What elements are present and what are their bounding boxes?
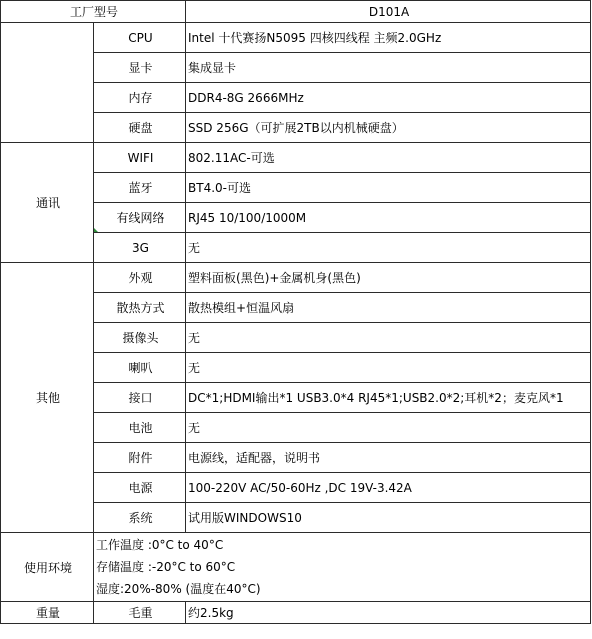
- value-bluetooth: BT4.0-可选: [186, 173, 591, 203]
- value-ports: DC*1;HDMI输出*1 USB3.0*4 RJ45*1;USB2.0*2;耳机*2；麦克风*1: [186, 383, 591, 413]
- value-battery: 无: [186, 413, 591, 443]
- item-os: 系统: [94, 503, 186, 533]
- category-env: 使用环境: [1, 533, 94, 602]
- value-accessories: 电源线，适配器，说明书: [186, 443, 591, 473]
- item-storage: 硬盘: [94, 113, 186, 143]
- item-cooling: 散热方式: [94, 293, 186, 323]
- table-row: [1, 263, 591, 293]
- category-weight: 重量: [1, 602, 94, 624]
- value-cooling: 散热模组+恒温风扇: [186, 293, 591, 323]
- table-row: [1, 533, 591, 602]
- category-basic: [1, 23, 94, 143]
- value-wifi: 802.11AC-可选: [186, 143, 591, 173]
- item-camera: 摄像头: [94, 323, 186, 353]
- item-memory: 内存: [94, 83, 186, 113]
- env-values: [94, 533, 591, 602]
- item-gpu: 显卡: [94, 53, 186, 83]
- env-line-storage: 存储温度 :-20°C to 60°C: [96, 560, 236, 574]
- value-3g: 无: [186, 233, 591, 263]
- model-value: D101A: [186, 1, 591, 23]
- category-comm: 通讯: [1, 143, 94, 263]
- item-gross-weight: 毛重: [94, 602, 186, 624]
- env-line-humidity: 湿度:20%-80% (温度在40°C): [96, 582, 261, 596]
- item-wifi: WIFI: [94, 143, 186, 173]
- value-camera: 无: [186, 323, 591, 353]
- category-other: 其他: [1, 263, 94, 533]
- item-battery: 电池: [94, 413, 186, 443]
- item-cpu: CPU: [94, 23, 186, 53]
- value-storage: SSD 256G（可扩展2TB以内机械硬盘）: [186, 113, 591, 143]
- env-line-operating: 工作温度 :0°C to 40°C: [96, 538, 224, 552]
- item-accessories: 附件: [94, 443, 186, 473]
- item-appearance: 外观: [94, 263, 186, 293]
- value-gross-weight: 约2.5kg: [186, 602, 591, 624]
- item-ports: 接口: [94, 383, 186, 413]
- value-cpu: Intel 十代赛扬N5095 四核四线程 主频2.0GHz: [186, 23, 591, 53]
- item-speaker: 喇叭: [94, 353, 186, 383]
- value-memory: DDR4-8G 2666MHz: [186, 83, 591, 113]
- value-appearance: 塑料面板(黑色)+金属机身(黑色): [186, 263, 591, 293]
- item-3g: 3G: [94, 233, 186, 263]
- table-row: [1, 143, 591, 173]
- item-power: 电源: [94, 473, 186, 503]
- value-gpu: 集成显卡: [186, 53, 591, 83]
- item-ethernet: 有线网络: [94, 203, 186, 233]
- value-ethernet: RJ45 10/100/1000M: [186, 203, 591, 233]
- value-speaker: 无: [186, 353, 591, 383]
- value-power: 100-220V AC/50-60Hz ,DC 19V-3.42A: [186, 473, 591, 503]
- model-label: 工厂型号: [1, 1, 186, 23]
- item-bluetooth: 蓝牙: [94, 173, 186, 203]
- value-os: 试用版WINDOWS10: [186, 503, 591, 533]
- header-row: [1, 1, 591, 23]
- table-row: [1, 23, 591, 53]
- table-row: [1, 602, 591, 624]
